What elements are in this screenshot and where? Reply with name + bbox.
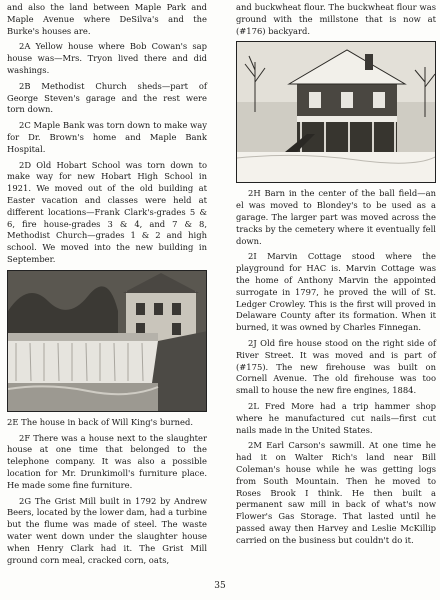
paragraph-2a: 2A Yellow house where Bob Cowan's sap house was—Mrs. Tryon lived there and did washings. bbox=[7, 41, 207, 75]
right-column bbox=[236, 2, 436, 551]
paragraph: and buckwheat flour. The buckwheat flour was ground with the millstone that is now at (#176) backyard. bbox=[236, 2, 436, 36]
paragraph-2c: 2C Maple Bank was torn down to make way for Dr. Brown's home and Maple Bank Hospital. bbox=[7, 120, 207, 154]
caption-2e: 2E The house in back of Will King's burned. bbox=[7, 416, 194, 427]
paragraph-2b: 2B Methodist Church sheds—part of George Steven's garage and the rest were torn down. bbox=[7, 80, 207, 115]
paragraph-2h: 2H Barn in the center of the ball field—an el was moved to Blondey's to be used as a garage. The larger part was moved across the tracks by the cemetery where it eventually fell down. bbox=[236, 188, 436, 246]
paragraph-2g: 2G The Grist Mill built in 1792 by Andrew Beers, located by the lower dam, had a turbine but the flume was made of steel. The waste water went down under the slaughter house when Henry Clark had it. The Grist Mill ground corn meal, cracked corn, oats, bbox=[7, 495, 207, 565]
house-winter-photo bbox=[236, 41, 436, 183]
left-column bbox=[7, 2, 207, 570]
page-number: 35 bbox=[214, 581, 226, 591]
paragraph-2j: 2J Old fire house stood on the right side of River Street. It was moved and is part of (#175). The new firehouse was built on Cornell Avenue. The old firehouse was too small to house the new fire engines, 1884. bbox=[236, 337, 436, 396]
paragraph-2i: 2I Marvin Cottage stood where the playground for HAC is. Marvin Cottage was the home of Anthony Marvin the appointed surrogate in 1797, he proved the will of St. Ledger Crowley. This is the first will proved in Delaware County after its formation. When it burned, it was owned by Charles Finnegan. bbox=[236, 251, 436, 333]
paragraph-2l: 2L Fred More had a trip hammer shop where he manufactured cut nails—first cut nails made in the United States. bbox=[236, 400, 436, 435]
paragraph: and also the land between Maple Park and Maple Avenue where DeSilva's and the Burke's houses are. bbox=[7, 2, 207, 36]
paragraph-2f: 2F There was a house next to the slaughter house at one time that belonged to the telephone company. It was also a possible location for Mr. Drunkimoll's furniture place. He made some fine furniture. bbox=[7, 432, 207, 490]
waterfall-dam-photo bbox=[7, 270, 207, 412]
paragraph-2d: 2D Old Hobart School was torn down to make way for new Hobart High School in 1921. We moved out of the old building at Easter vacation and classes were held at different locations—Frank Clark's-grades 5 & 6, fire house-grades 3 & 4, and 7 & 8, Methodist Church—grades 1 & 2 and high school. We moved into the new building in September. bbox=[7, 159, 207, 264]
paragraph-2m: 2M Earl Carson's sawmill. At one time he had it on Walter Rich's land near Bill Coleman's house while he was getting logs from South Mountain. Then he moved to Roses Brook I think. He then built a permanent saw mill in back of what's now Flower's Gas Storage. That lasted until he passed away then Harvey and Leslie McKillip carried on the business but couldn't do it. bbox=[236, 440, 436, 545]
